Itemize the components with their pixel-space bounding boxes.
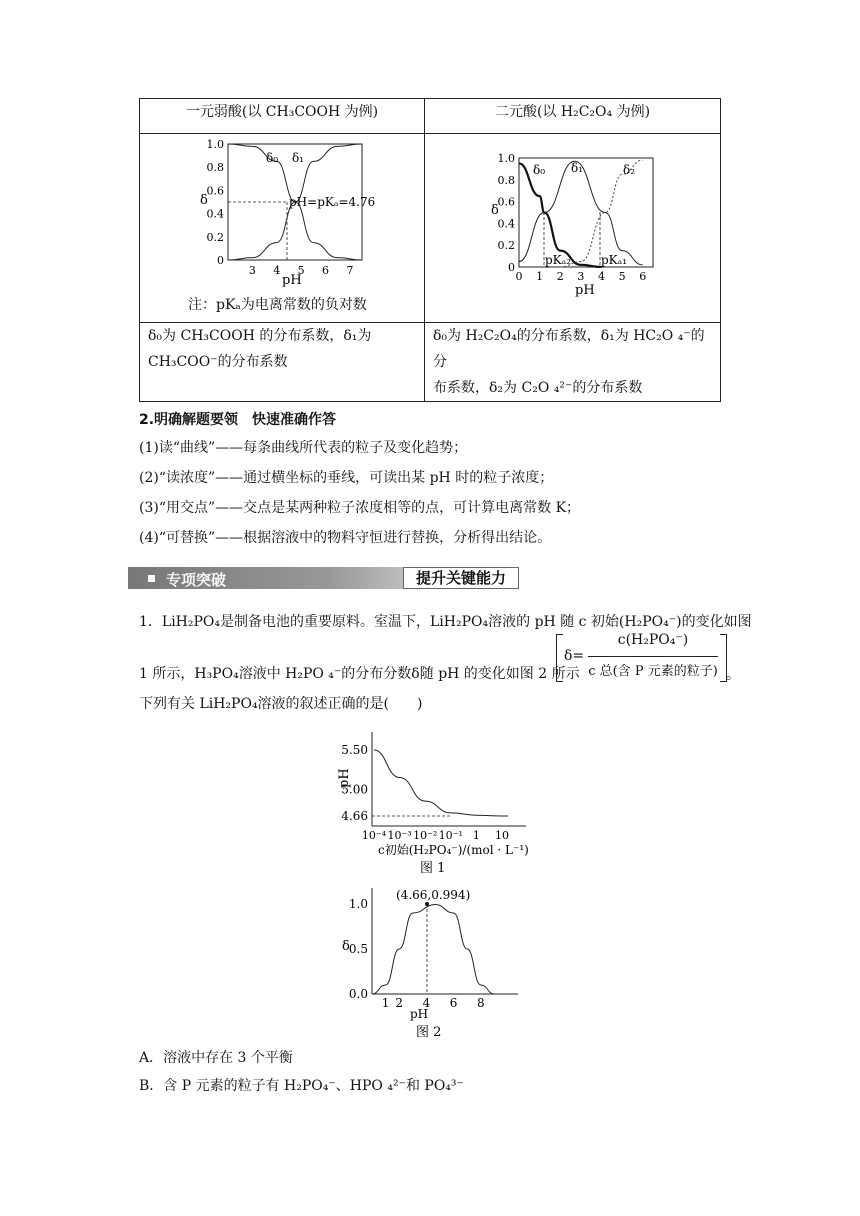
figure2-caption: 图 2 — [416, 1025, 442, 1040]
figure1-xlabel: c初始(H₂PO₄⁻)/(mol · L⁻¹) — [378, 843, 529, 857]
chart2-xtick: 0 — [515, 270, 523, 283]
chart1 — [196, 138, 456, 288]
figure2-xtick: 4 — [422, 996, 431, 1010]
section-banner — [128, 567, 506, 593]
chart1-ytick: 0.2 — [206, 230, 224, 244]
figure1-ytick: 5.50 — [341, 743, 368, 757]
chart2-ytick: 0.6 — [497, 195, 515, 209]
question-line3: 下列有关 LiH₂PO₄溶液的叙述正确的是( ) — [139, 696, 423, 712]
chart1-xlabel: pH — [282, 273, 302, 288]
frac-tail: 。 — [726, 667, 740, 683]
figure2-ytick: 0.0 — [348, 987, 368, 1001]
figure1-ytick: 5.00 — [341, 782, 368, 797]
section2-item1: (1)读“曲线”——每条曲线所代表的粒子及变化趋势； — [139, 440, 468, 456]
chart2-ytick: 0.4 — [497, 217, 515, 231]
chart2-ytick: 0.2 — [497, 239, 515, 253]
figure2-ytick: 0.5 — [348, 942, 368, 956]
figure2-peak-point — [425, 902, 429, 906]
col1-header: 一元弱酸(以 CH₃COOH 为例) — [140, 99, 425, 134]
chart2-label-d2: δ₂ — [623, 163, 636, 177]
figure2-ylabel: δ — [342, 939, 350, 954]
chart1-note: 注：pKₐ为电离常数的负对数 — [188, 297, 367, 313]
section2-item3: (3)“用交点”——交点是某两种粒子浓度相等的点，可计算电离常数 K； — [139, 500, 581, 516]
frac-lhs: δ= — [564, 648, 585, 664]
option-b: B．含 P 元素的粒子有 H₂PO₄⁻、HPO ₄²⁻和 PO₄³⁻ — [139, 1078, 464, 1094]
chart1-ytick: 0.8 — [206, 161, 224, 175]
chart2-xtick: 2 — [556, 270, 564, 283]
chart2-xtick: 6 — [639, 270, 647, 283]
figure1-curve — [374, 750, 508, 816]
comparison-table — [139, 98, 721, 402]
chart2-ytick: 0 — [508, 261, 515, 274]
chart1-annotation: pH=pKₐ=4.76 — [289, 195, 376, 209]
figure2-xtick: 8 — [476, 996, 485, 1010]
figure1-xtick: 10⁻² — [413, 829, 438, 842]
chart2-xtick: 3 — [577, 270, 585, 283]
figure2-xtick: 1 — [381, 996, 390, 1010]
chart2-xtick: 1 — [536, 270, 544, 283]
frac-den: c 总(含 P 元素的粒子) — [588, 664, 718, 679]
chart1-ytick: 0.4 — [206, 207, 224, 221]
figure2-peak-label: (4.66,0.994) — [396, 888, 471, 902]
chart2-cell — [425, 134, 721, 323]
figure1-xtick: 10⁻⁴ — [361, 829, 387, 842]
chart1-xtick: 7 — [346, 264, 354, 277]
figure1-xtick: 10 — [495, 829, 509, 842]
question-line2: 1 所示，H₃PO₄溶液中 H₂PO ₄⁻的分布分数δ随 pH 的变化如图 2 所示 — [139, 666, 580, 682]
chart1-label-d1: δ₁ — [292, 151, 305, 165]
figure1-xtick: 10⁻¹ — [438, 829, 463, 842]
chart1-ytick: 1.0 — [206, 138, 224, 151]
col1-desc-line1: δ₀为 CH₃COOH 的分布系数，δ₁为 — [148, 328, 372, 344]
chart1-xtick: 4 — [273, 264, 281, 277]
figure2-ytick: 1.0 — [348, 897, 368, 911]
chart1-label-d0: δ₀ — [266, 151, 279, 165]
chart2-xtick: 4 — [597, 270, 605, 283]
option-a: A．溶液中存在 3 个平衡 — [139, 1050, 293, 1066]
figure1-ylabel: pH — [337, 768, 352, 788]
chart1-cell — [140, 134, 425, 323]
chart2-label-pka2: pKₐ₂ — [545, 253, 572, 267]
chart1-ylabel: δ — [200, 193, 208, 208]
chart2-label-pka1: pKₐ₁ — [601, 253, 628, 267]
chart2-label-d0: δ₀ — [533, 163, 546, 177]
figure2 — [330, 884, 540, 1044]
col2-desc-line1: δ₀为 H₂C₂O₄的分布系数，δ₁为 HC₂O ₄⁻的分 — [433, 328, 705, 370]
col2-desc-line2: 布系数，δ₂为 C₂O ₄²⁻的分布系数 — [433, 380, 643, 396]
banner-right: 提升关键能力 — [403, 567, 519, 589]
col1-desc-line2: CH₃COO⁻的分布系数 — [148, 354, 288, 370]
figure1-caption: 图 1 — [420, 861, 446, 876]
frac-num: c(H₂PO₄⁻) — [617, 632, 689, 648]
chart1-ytick: 0 — [217, 254, 224, 267]
figure1 — [330, 728, 540, 878]
chart2 — [487, 152, 687, 302]
chart1-xtick: 5 — [297, 264, 305, 277]
chart2-curve-d0 — [519, 163, 601, 267]
banner-square-icon — [148, 575, 155, 582]
figure1-ytick: 4.66 — [341, 809, 368, 823]
banner-left: 专项突破 — [166, 571, 227, 589]
question-line1: 1．LiH₂PO₄是制备电池的重要原料。室温下，LiH₂PO₄溶液的 pH 随 c 初始(H₂PO₄⁻)的变化如图 — [139, 614, 752, 630]
fraction-formula — [556, 632, 740, 684]
col2-header: 二元酸(以 H₂C₂O₄ 为例) — [425, 99, 721, 134]
chart2-label-d1: δ₁ — [571, 161, 584, 175]
chart2-ytick: 0.8 — [497, 173, 515, 187]
section2-item4: (4)“可替换”——根据溶液中的物料守恒进行替换，分析得出结论。 — [139, 530, 552, 546]
chart2-xlabel: pH — [575, 283, 595, 298]
chart1-ytick: 0.6 — [206, 184, 224, 198]
figure2-xtick: 6 — [449, 996, 458, 1010]
figure2-curve — [372, 905, 494, 994]
chart2-xtick: 5 — [618, 270, 626, 283]
figure2-xlabel: pH — [410, 1007, 429, 1021]
figure2-xtick: 2 — [395, 996, 404, 1010]
section2-title: 2.明确解题要领 快速准确作答 — [139, 412, 337, 428]
chart2-ytick: 1.0 — [497, 152, 515, 165]
col2-desc — [425, 323, 721, 402]
chart2-ylabel: δ — [491, 203, 499, 218]
chart1-xtick: 3 — [248, 264, 256, 277]
col1-desc — [140, 323, 425, 402]
section2-item2: (2)“读浓度”——通过横坐标的垂线，可读出某 pH 时的粒子浓度； — [139, 470, 554, 486]
figure1-xtick: 1 — [472, 829, 480, 842]
chart1-xtick: 6 — [321, 264, 329, 277]
figure1-xtick: 10⁻³ — [387, 829, 412, 842]
